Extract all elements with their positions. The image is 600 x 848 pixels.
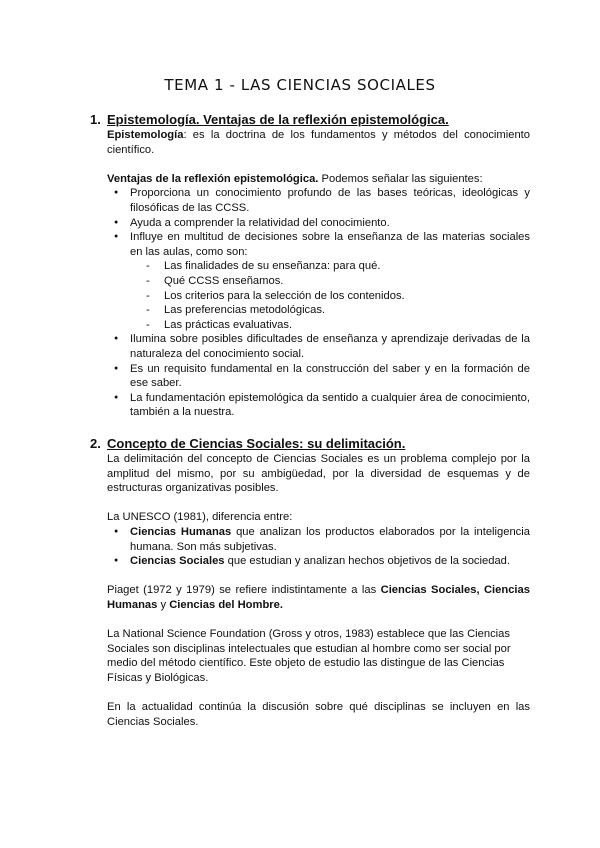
sublist-item: - Las prácticas evaluativas.: [130, 318, 530, 333]
unesco-paragraph: La UNESCO (1981), diferencia entre:: [107, 511, 293, 524]
section-body: [107, 452, 530, 729]
ventajas-text: Podemos señalar las siguientes:: [318, 172, 483, 185]
section-heading: [90, 436, 530, 452]
list-item: [107, 554, 530, 569]
piaget-term: Ciencias Sociales, Ciencias Humanas: [107, 584, 530, 611]
actualidad-paragraph: En la actualidad continúa la discusión sobre qué disciplinas se incluyen en las Ciencias Sociales.: [107, 701, 530, 728]
sublist-item: - Los criterios para la selección de los contenidos.: [130, 289, 530, 304]
section-title: Concepto de Ciencias Sociales: su delimitación.: [107, 436, 406, 451]
list-item: ● Proporciona un conocimiento profundo de las bases teóricas, ideológicas y filosóficas de las CCSS.: [107, 186, 530, 215]
ventajas-term: Ventajas de la reflexión epistemológica.: [107, 172, 319, 185]
section-heading: [90, 112, 530, 128]
list-item-term: Ciencias Sociales: [130, 555, 225, 568]
piaget-text: y: [157, 598, 170, 611]
section-number: 2.: [90, 436, 101, 451]
sublist-item: - Qué CCSS enseñamos.: [130, 274, 530, 289]
nsf-paragraph: La National Science Foundation (Gross y otros, 1983) establece que las Ciencias Sociales son disciplinas intelectuales que estudian al hombre como ser social por medio del método científico. Este objeto de estudio las distingue de las Ciencias Físicas y Biológicas.: [107, 628, 511, 684]
definition-term: Epistemología: [107, 129, 184, 141]
page-title: TEMA 1 - LAS CIENCIAS SOCIALES: [164, 76, 436, 94]
sublist-item: - Las finalidades de su enseñanza: para qué.: [130, 259, 530, 274]
list-item-text: Influye en multitud de decisiones sobre la enseñanza de las materias sociales en las aulas, como son:: [130, 231, 530, 258]
list-item: ● Es un requisito fundamental en la construcción del saber y en la formación de ese saber.: [107, 362, 530, 391]
piaget-term: Ciencias del Hombre.: [169, 598, 283, 611]
unesco-list: [107, 525, 530, 569]
delimitacion-paragraph: La delimitación del concepto de Ciencias Sociales es un problema complejo por la amplitud del mismo, por su ambigüedad, por la diversidad de esquemas y de estructuras organizativas posibles.: [107, 453, 530, 495]
ventajas-paragraph: [107, 172, 530, 187]
section-number: 1.: [90, 112, 101, 127]
section-epistemologia: [90, 112, 530, 420]
definition-text: : es la doctrina de los fundamentos y métodos del conocimiento científico.: [107, 129, 530, 156]
section-concepto: [90, 436, 530, 729]
piaget-paragraph: [107, 583, 530, 612]
list-item: ● Ayuda a comprender la relatividad del conocimiento.: [107, 216, 530, 231]
section-body: [107, 128, 530, 420]
list-item: [107, 230, 530, 332]
decisiones-sublist: [130, 259, 530, 332]
list-item-term: Ciencias Humanas: [130, 525, 232, 538]
list-item-text: que analizan los productos elaborados por la inteligencia humana. Son más subjetivas.: [130, 525, 530, 553]
list-item-text: que estudian y analizan hechos objetivos de la sociedad.: [224, 555, 511, 568]
list-item: [107, 525, 530, 554]
section-title: Epistemología. Ventajas de la reflexión epistemológica.: [107, 112, 449, 127]
sublist-item: - Las preferencias metodológicas.: [130, 303, 530, 318]
definition-paragraph: [107, 128, 530, 157]
piaget-text: Piaget (1972 y 1979) se refiere indistintamente a las: [107, 584, 381, 597]
list-item: ● La fundamentación epistemológica da sentido a cualquier área de conocimiento, también a la nuestra.: [107, 391, 530, 420]
ventajas-list: [107, 186, 530, 420]
list-item: ● Ilumina sobre posibles dificultades de enseñanza y aprendizaje derivadas de la naturaleza del conocimiento social.: [107, 332, 530, 361]
